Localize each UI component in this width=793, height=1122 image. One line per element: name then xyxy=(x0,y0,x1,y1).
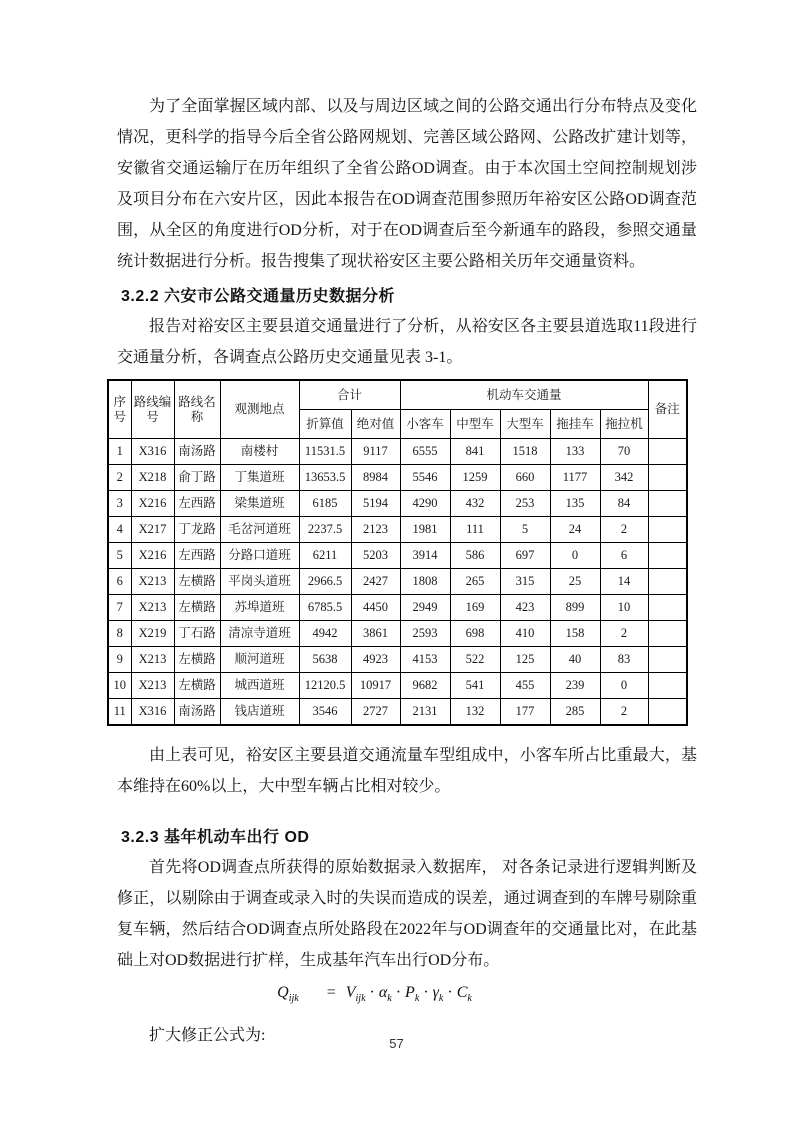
table-cell: 苏埠道班 xyxy=(220,595,299,621)
table-cell: 丁石路 xyxy=(174,621,220,647)
table-cell xyxy=(648,595,687,621)
table-cell: 4942 xyxy=(299,621,351,647)
table-cell xyxy=(648,673,687,699)
table-cell: 169 xyxy=(450,595,500,621)
table-cell: 2966.5 xyxy=(299,569,351,595)
col-header-route-name: 路线名称 xyxy=(174,380,220,439)
table-cell: 3 xyxy=(108,491,131,517)
table-row xyxy=(108,465,687,491)
table-cell: 111 xyxy=(450,517,500,543)
table-cell: 南汤路 xyxy=(174,439,220,465)
table-cell: 钱店道班 xyxy=(220,699,299,726)
table-cell xyxy=(648,465,687,491)
table-cell: 左横路 xyxy=(174,595,220,621)
table-cell: 6555 xyxy=(400,439,450,465)
table-cell: 697 xyxy=(500,543,550,569)
table-cell: 125 xyxy=(500,647,550,673)
table-row xyxy=(108,439,687,465)
table-cell xyxy=(648,569,687,595)
table-cell: 3546 xyxy=(299,699,351,726)
table-cell: 6211 xyxy=(299,543,351,569)
table-cell: 2131 xyxy=(400,699,450,726)
table-cell: 2 xyxy=(600,699,648,726)
table-cell: 70 xyxy=(600,439,648,465)
col-group-motor-traffic: 机动车交通量 xyxy=(400,380,648,410)
table-cell: 899 xyxy=(550,595,600,621)
table-cell: 1981 xyxy=(400,517,450,543)
table-row xyxy=(108,517,687,543)
table-cell: X218 xyxy=(131,465,174,491)
table-cell: 2123 xyxy=(351,517,400,543)
table-cell: 13653.5 xyxy=(299,465,351,491)
table-cell: 410 xyxy=(500,621,550,647)
paragraph-intro: 为了全面掌握区域内部、以及与周边区域之间的公路交通出行分布特点及变化情况，更科学的指导今后全省公路网规划、完善区域公路网、公路改扩建计划等，安徽省交通运输厅在历年组织了全省公路OD调查。由于本次国土空间控制规划涉及项目分布在六安片区，因此本报告在OD调查范围参照历年裕安区公路OD调查范围，从全区的角度进行OD分析，对于在OD调查后至今新通车的路段，参照交通量统计数据进行分析。报告搜集了现状裕安区主要公路相关历年交通量资料。 xyxy=(117,98,697,270)
col-header-medium: 中型车 xyxy=(450,410,500,439)
table-cell: 8 xyxy=(108,621,131,647)
table-cell: 698 xyxy=(450,621,500,647)
table-cell: 40 xyxy=(550,647,600,673)
col-header-large: 大型车 xyxy=(500,410,550,439)
table-cell: 俞丁路 xyxy=(174,465,220,491)
table-cell: 2427 xyxy=(351,569,400,595)
table-cell: X213 xyxy=(131,673,174,699)
table-row xyxy=(108,543,687,569)
table-cell: 1 xyxy=(108,439,131,465)
table-cell: 423 xyxy=(500,595,550,621)
table-cell: 586 xyxy=(450,543,500,569)
table-cell: 10 xyxy=(600,595,648,621)
table-cell: X219 xyxy=(131,621,174,647)
table-cell: X213 xyxy=(131,647,174,673)
col-header-car: 小客车 xyxy=(400,410,450,439)
paragraph-formula-label: 扩大修正公式为: xyxy=(149,1027,266,1045)
table-cell: X216 xyxy=(131,491,174,517)
formula-od-expansion xyxy=(107,984,697,1004)
table-cell: 2593 xyxy=(400,621,450,647)
table-cell: 6 xyxy=(108,569,131,595)
table-cell: 4923 xyxy=(351,647,400,673)
table-cell: X213 xyxy=(131,569,174,595)
table-cell xyxy=(648,543,687,569)
table-header xyxy=(108,380,687,439)
paragraph-od-processing: 首先将OD调查点所获得的原始数据录入数据库， 对各条记录进行逻辑判断及修正，以剔除由于调查或录入时的失误而造成的误差，通过调查到的车牌号剔除重复车辆，然后结合OD调查点所处路段在2022年与OD调查年的交通量比对，在此基础上对OD数据进行扩样，生成基年汽车出行OD分布。 xyxy=(117,859,697,969)
table-cell: X217 xyxy=(131,517,174,543)
table-cell: 4153 xyxy=(400,647,450,673)
formula-lhs: $Q_{ijk}$ xyxy=(277,984,299,1005)
table-cell: 285 xyxy=(550,699,600,726)
traffic-volume-table xyxy=(107,379,688,726)
paragraph-survey-selection: 报告对裕安区主要县道交通量进行了分析，从裕安区各主要县道选取11段进行交通量分析，各调查点公路历史交通量见表 3-1。 xyxy=(117,318,697,366)
table-cell: 9117 xyxy=(351,439,400,465)
table-cell: 平岗头道班 xyxy=(220,569,299,595)
table-cell: 541 xyxy=(450,673,500,699)
table-cell: 4290 xyxy=(400,491,450,517)
col-header-trailer: 拖挂车 xyxy=(550,410,600,439)
table-cell: 133 xyxy=(550,439,600,465)
table-cell: 315 xyxy=(500,569,550,595)
table-cell: 城西道班 xyxy=(220,673,299,699)
table-cell: 3914 xyxy=(400,543,450,569)
table-cell xyxy=(648,647,687,673)
table-cell: 10 xyxy=(108,673,131,699)
table-cell: 841 xyxy=(450,439,500,465)
table-cell: 83 xyxy=(600,647,648,673)
table-cell xyxy=(648,621,687,647)
table-row xyxy=(108,673,687,699)
table-cell: 239 xyxy=(550,673,600,699)
page-number: 57 xyxy=(389,1036,404,1051)
col-header-remark: 备注 xyxy=(648,380,687,439)
heading-3-2-3: 3.2.3 基年机动车出行 OD xyxy=(121,829,310,846)
table-row xyxy=(108,621,687,647)
table-cell: 522 xyxy=(450,647,500,673)
table-cell: 342 xyxy=(600,465,648,491)
table-cell: 14 xyxy=(600,569,648,595)
table-cell: 分路口道班 xyxy=(220,543,299,569)
table-cell: 丁集道班 xyxy=(220,465,299,491)
table-cell: 左横路 xyxy=(174,647,220,673)
table-cell: 12120.5 xyxy=(299,673,351,699)
table-cell: 5203 xyxy=(351,543,400,569)
table-cell: 顺河道班 xyxy=(220,647,299,673)
table-cell: 南楼村 xyxy=(220,439,299,465)
heading-3-2-2: 3.2.2 六安市公路交通量历史数据分析 xyxy=(121,288,396,305)
col-header-absolute: 绝对值 xyxy=(351,410,400,439)
table-cell: 0 xyxy=(600,673,648,699)
col-header-seq: 序号 xyxy=(108,380,131,439)
table-cell: 2 xyxy=(108,465,131,491)
table-cell: 2949 xyxy=(400,595,450,621)
table-cell xyxy=(648,517,687,543)
table-cell: 左西路 xyxy=(174,491,220,517)
multiplication-dot: · xyxy=(369,984,375,1001)
table-cell: 1808 xyxy=(400,569,450,595)
table-cell: 6 xyxy=(600,543,648,569)
table-cell: 4 xyxy=(108,517,131,543)
table-cell xyxy=(648,699,687,726)
table-cell: 2727 xyxy=(351,699,400,726)
table-cell: 24 xyxy=(550,517,600,543)
table-cell: 7 xyxy=(108,595,131,621)
table-cell: X316 xyxy=(131,439,174,465)
table-cell: 左西路 xyxy=(174,543,220,569)
table-cell xyxy=(648,491,687,517)
table-cell: 265 xyxy=(450,569,500,595)
formula-equals: = xyxy=(326,984,336,1001)
table-cell: 0 xyxy=(550,543,600,569)
table-cell: 1259 xyxy=(450,465,500,491)
table-cell: 25 xyxy=(550,569,600,595)
traffic-table-body xyxy=(108,439,687,726)
table-cell: 南汤路 xyxy=(174,699,220,726)
table-cell: 6785.5 xyxy=(299,595,351,621)
table-cell: 135 xyxy=(550,491,600,517)
table-cell: 左横路 xyxy=(174,673,220,699)
col-header-site: 观测地点 xyxy=(220,380,299,439)
table-cell: 8984 xyxy=(351,465,400,491)
table-cell: 158 xyxy=(550,621,600,647)
formula-rhs: $V_{ijk} \cdot \alpha_k \cdot P_k \cdot \gamma_k \cdot C_k$ xyxy=(345,984,472,1005)
table-row xyxy=(108,699,687,726)
table-cell: 84 xyxy=(600,491,648,517)
table-cell: 6185 xyxy=(299,491,351,517)
table-cell: X213 xyxy=(131,595,174,621)
table-cell: 2 xyxy=(600,621,648,647)
table-cell: 10917 xyxy=(351,673,400,699)
table-cell: 丁龙路 xyxy=(174,517,220,543)
table-cell: 5638 xyxy=(299,647,351,673)
table-cell: 660 xyxy=(500,465,550,491)
col-header-route-code: 路线编号 xyxy=(131,380,174,439)
table-cell: 5194 xyxy=(351,491,400,517)
table-cell: 9682 xyxy=(400,673,450,699)
table-cell: 253 xyxy=(500,491,550,517)
table-cell xyxy=(648,439,687,465)
table-cell: 11531.5 xyxy=(299,439,351,465)
table-cell: 3861 xyxy=(351,621,400,647)
table-cell: 左横路 xyxy=(174,569,220,595)
col-header-tractor: 拖拉机 xyxy=(600,410,648,439)
table-cell: 毛岔河道班 xyxy=(220,517,299,543)
table-cell: 177 xyxy=(500,699,550,726)
table-cell: 1177 xyxy=(550,465,600,491)
table-cell: 2 xyxy=(600,517,648,543)
table-cell: 432 xyxy=(450,491,500,517)
table-cell: X216 xyxy=(131,543,174,569)
table-row xyxy=(108,491,687,517)
table-cell: 455 xyxy=(500,673,550,699)
multiplication-dot: · xyxy=(447,984,453,1001)
table-cell: 5 xyxy=(108,543,131,569)
multiplication-dot: · xyxy=(423,984,429,1001)
table-cell: 2237.5 xyxy=(299,517,351,543)
table-cell: 4450 xyxy=(351,595,400,621)
table-cell: 1518 xyxy=(500,439,550,465)
table-cell: 梁集道班 xyxy=(220,491,299,517)
table-row xyxy=(108,595,687,621)
table-cell: 11 xyxy=(108,699,131,726)
table-cell: 132 xyxy=(450,699,500,726)
table-cell: 5 xyxy=(500,517,550,543)
table-cell: X316 xyxy=(131,699,174,726)
table-row xyxy=(108,647,687,673)
table-cell: 5546 xyxy=(400,465,450,491)
table-row xyxy=(108,569,687,595)
col-group-total: 合计 xyxy=(299,380,400,410)
multiplication-dot: · xyxy=(395,984,402,1001)
table-cell: 清凉寺道班 xyxy=(220,621,299,647)
table-cell: 9 xyxy=(108,647,131,673)
paragraph-conclusion: 由上表可见，裕安区主要县道交通流量车型组成中，小客车所占比重最大，基本维持在60%以上，大中型车辆占比相对较少。 xyxy=(117,747,697,795)
col-header-converted: 折算值 xyxy=(299,410,351,439)
